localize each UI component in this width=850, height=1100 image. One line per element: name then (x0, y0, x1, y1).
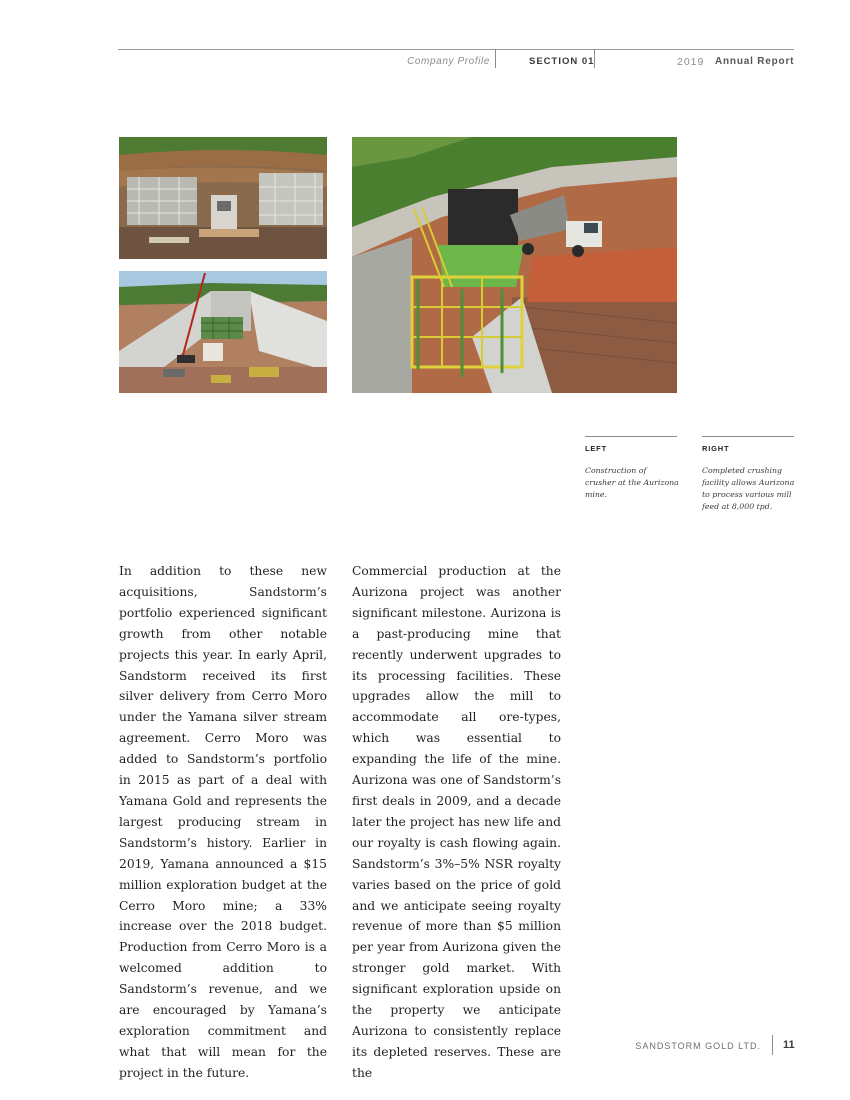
body-paragraph: Commercial production at the Aurizona project was another significant milestone. Aurizona is a past-producing mine that recently underwent upgrades to its processing facilities. These upgrades allow the mill to accommodate all ore-types, which was essential to expanding the life of the mine. Aurizona was one of Sandstorm’s first deals in 2009, and a decade later the project has new life and our royalty is cash flowing again. Sandstorm’s 3%–5% NSR royalty varies based on the price of gold and we anticipate seeing royalty revenue of more than $5 million per year from Aurizona given the stronger gold market. With significant exploration upside on the property we anticipate Aurizona to consistently replace its depleted reserves. These are the (352, 564, 561, 1080)
caption-right-heading: RIGHT (702, 444, 730, 453)
header-rule (118, 49, 794, 50)
header-company-profile: Company Profile (407, 56, 490, 67)
caption-rule (702, 436, 794, 437)
photo-completed-crushing-facility (352, 137, 677, 393)
caption-right (702, 436, 796, 513)
caption-rule (585, 436, 677, 437)
header-divider (495, 49, 496, 68)
body-column-left (119, 561, 327, 1084)
caption-right-text: Completed crushing facility allows Aurizona to process various mill feed at 8,000 tpd. (702, 466, 795, 511)
header-year: 2019 (677, 56, 705, 68)
header-report-title: Annual Report (715, 56, 795, 67)
page-number: 11 (783, 1039, 795, 1051)
header-divider (594, 49, 595, 68)
photo-crusher-foundation (119, 271, 327, 393)
body-column-right (352, 561, 561, 1084)
caption-left (585, 436, 679, 501)
footer-divider (772, 1035, 773, 1055)
header-section-label: SECTION 01 (529, 56, 595, 67)
caption-left-text: Construction of crusher at the Aurizona mine. (585, 466, 679, 499)
footer-company-name: SANDSTORM GOLD LTD. (635, 1041, 761, 1051)
caption-left-heading: LEFT (585, 444, 607, 453)
photo-crusher-construction (119, 137, 327, 259)
body-paragraph: In addition to these new acquisitions, Sandstorm’s portfolio experienced significant growth from other notable projects this year. In early April, Sandstorm received its first silver delivery from Cerro Moro under the Yamana silver stream agreement. Cerro Moro was added to Sandstorm’s portfolio in 2015 as part of a deal with Yamana Gold and represents the largest producing stream in Sandstorm’s history. Earlier in 2019, Yamana announced a $15 million exploration budget at the Cerro Moro mine; a 33% increase over the 2018 budget. Production from Cerro Moro is a welcomed addition to Sandstorm’s revenue, and we are encouraged by Yamana’s exploration commitment and what that will mean for the project in the future. (119, 564, 327, 1080)
